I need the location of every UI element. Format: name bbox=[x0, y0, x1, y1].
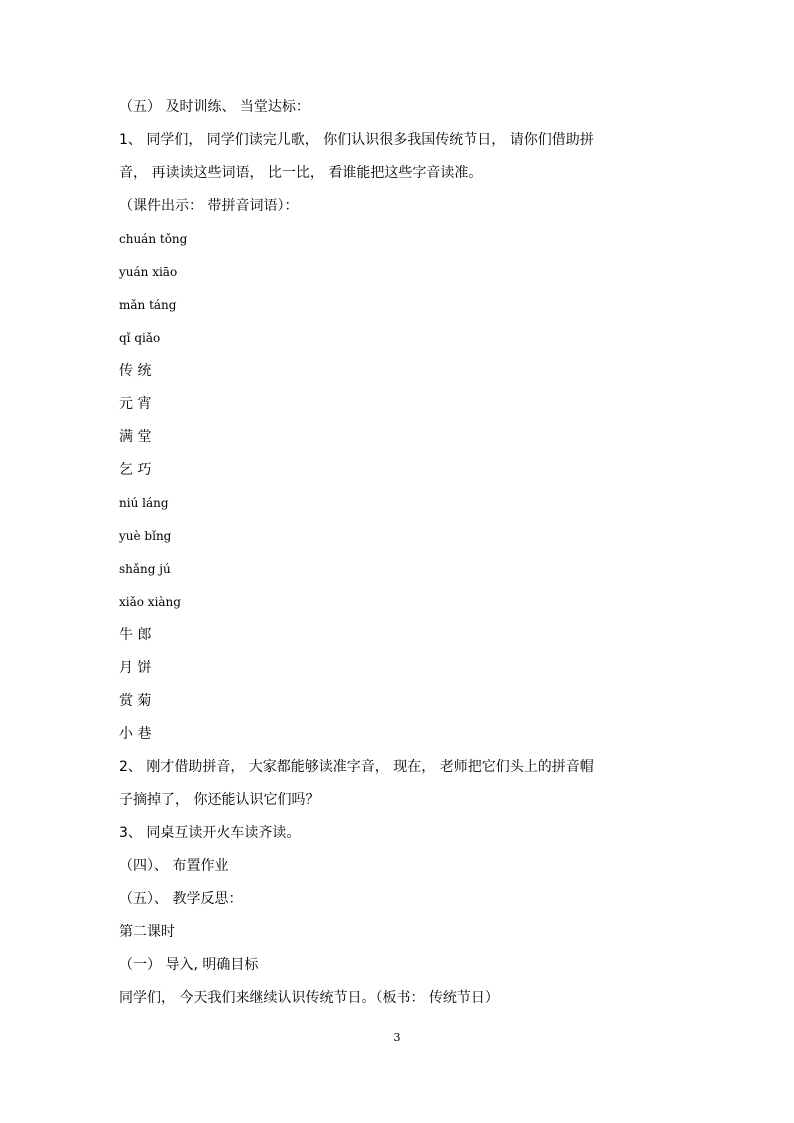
paragraph-line: 同学们， 今天我们来继续认识传统节日。（板书： 传统节日） bbox=[119, 990, 499, 1006]
lesson-heading: 第二课时 bbox=[119, 924, 175, 940]
paragraph-line: 3、 同桌互读开火车读齐读。 bbox=[119, 825, 301, 841]
chinese-word: 满 堂 bbox=[119, 429, 152, 445]
paragraph-line: 音， 再读读这些词语， 比一比， 看谁能把这些字音读准。 bbox=[119, 165, 483, 181]
chinese-word: 乞 巧 bbox=[119, 462, 152, 478]
chinese-word: 元 宵 bbox=[119, 396, 152, 412]
chinese-word: 牛 郎 bbox=[119, 627, 152, 643]
pinyin-word: yuè bǐng bbox=[119, 529, 172, 543]
pinyin-word: xiǎo xiàng bbox=[119, 595, 181, 609]
pinyin-word: niú láng bbox=[119, 496, 169, 510]
section-heading-intro: （一） 导入, 明确目标 bbox=[119, 957, 259, 973]
chinese-word: 月 饼 bbox=[119, 660, 152, 676]
section-heading-practice: （五） 及时训练、 当堂达标： bbox=[119, 99, 310, 115]
paragraph-line: 2、 刚才借助拼音， 大家都能够读准字音， 现在， 老师把它们头上的拼音帽 bbox=[119, 759, 594, 775]
section-heading-homework: （四）、 布置作业 bbox=[119, 858, 229, 874]
courseware-note: （课件出示： 带拼音词语）： bbox=[119, 198, 299, 214]
pinyin-word: chuán tǒng bbox=[119, 232, 188, 246]
pinyin-word: shǎng jú bbox=[119, 562, 171, 576]
chinese-word: 传 统 bbox=[119, 363, 152, 379]
paragraph-line: 子摘掉了， 你还能认识它们吗？ bbox=[119, 792, 320, 808]
chinese-word: 赏 菊 bbox=[119, 693, 152, 709]
pinyin-word: mǎn táng bbox=[119, 298, 177, 312]
paragraph-line: 1、 同学们， 同学们读完儿歌， 你们认识很多我国传统节日， 请你们借助拼 bbox=[119, 132, 594, 148]
pinyin-word: qǐ qiǎo bbox=[119, 331, 161, 345]
section-heading-reflection: （五）、 教学反思： bbox=[119, 891, 243, 907]
chinese-word: 小 巷 bbox=[119, 726, 152, 742]
page-number: 3 bbox=[393, 1031, 401, 1044]
pinyin-word: yuán xiāo bbox=[119, 265, 178, 279]
